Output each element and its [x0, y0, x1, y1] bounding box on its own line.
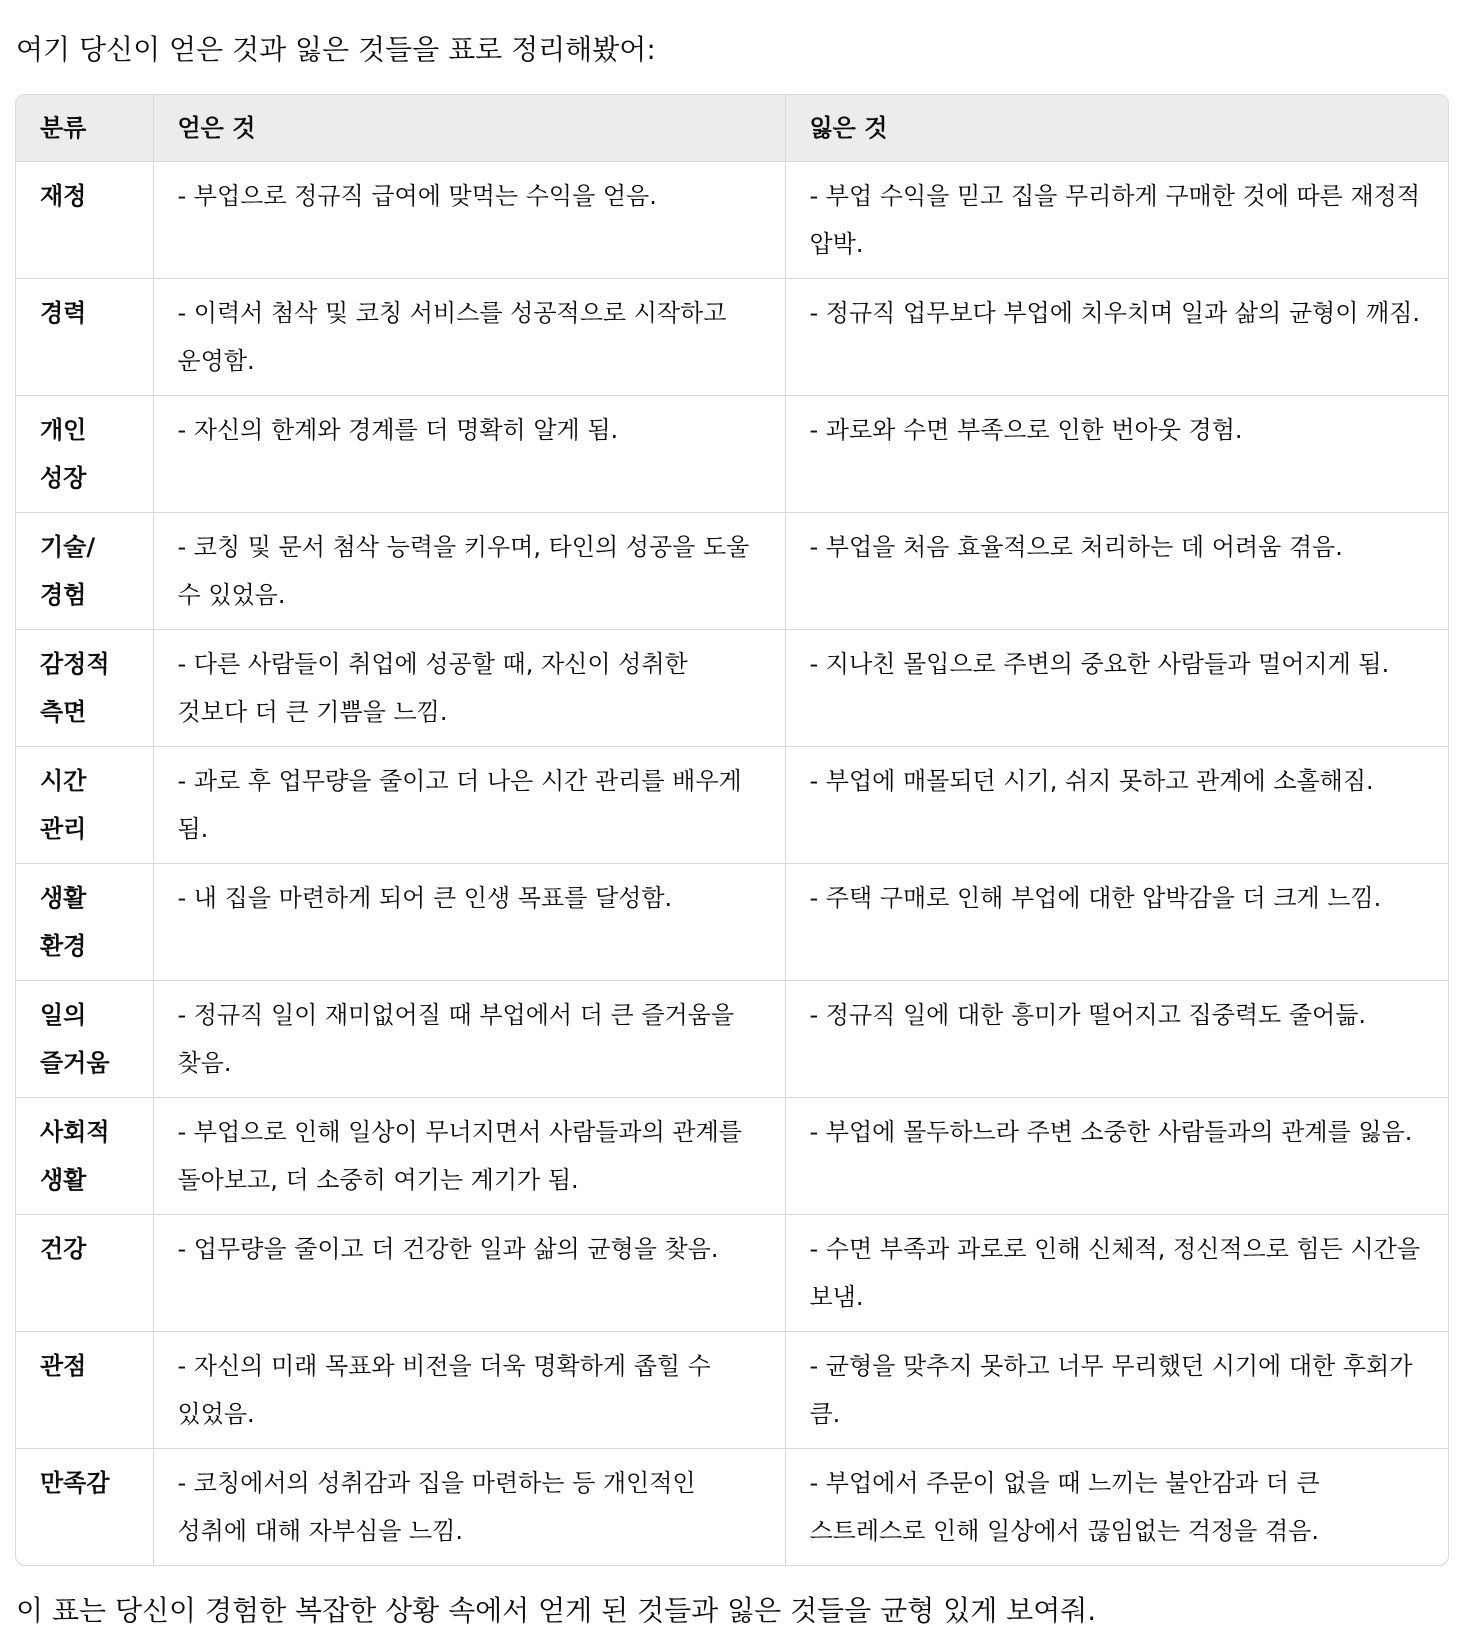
- header-row: [16, 95, 1448, 162]
- table-row: [16, 981, 1448, 1098]
- outro-text: 이 표는 당신이 경험한 복잡한 상황 속에서 얻게 된 것들과 잃은 것들을 균형 있게 보여줘.: [16, 1594, 1097, 1627]
- table-row: [16, 630, 1448, 747]
- category-cell: 재정: [16, 162, 153, 279]
- gained-cell: - 자신의 미래 목표와 비전을 더욱 명확하게 좁힐 수 있었음.: [153, 1332, 785, 1449]
- table-row: [16, 864, 1448, 981]
- lost-cell: - 부업을 처음 효율적으로 처리하는 데 어려움 겪음.: [785, 513, 1448, 630]
- category-cell: 건강: [16, 1215, 153, 1332]
- lost-cell: - 정규직 업무보다 부업에 치우치며 일과 삶의 균형이 깨짐.: [785, 279, 1448, 396]
- comparison-table-container: [15, 94, 1449, 1566]
- category-cell: 만족감: [16, 1449, 153, 1566]
- header-lost: 잃은 것: [785, 95, 1448, 162]
- gained-cell: - 과로 후 업무량을 줄이고 더 나은 시간 관리를 배우게 됨.: [153, 747, 785, 864]
- header-category: 분류: [16, 95, 153, 162]
- lost-cell: - 수면 부족과 과로로 인해 신체적, 정신적으로 힘든 시간을 보냄.: [785, 1215, 1448, 1332]
- gained-cell: - 내 집을 마련하게 되어 큰 인생 목표를 달성함.: [153, 864, 785, 981]
- gained-cell: - 부업으로 정규직 급여에 맞먹는 수익을 얻음.: [153, 162, 785, 279]
- table-row: [16, 1098, 1448, 1215]
- category-cell: 기술/경험: [16, 513, 153, 630]
- table-header: [16, 95, 1448, 162]
- table-row: [16, 1449, 1448, 1566]
- category-cell: 감정적 측면: [16, 630, 153, 747]
- header-gained: 얻은 것: [153, 95, 785, 162]
- table-row: [16, 513, 1448, 630]
- gained-cell: - 이력서 첨삭 및 코칭 서비스를 성공적으로 시작하고 운영함.: [153, 279, 785, 396]
- lost-cell: - 과로와 수면 부족으로 인한 번아웃 경험.: [785, 396, 1448, 513]
- lost-cell: - 주택 구매로 인해 부업에 대한 압박감을 더 크게 느낌.: [785, 864, 1448, 981]
- category-cell: 개인 성장: [16, 396, 153, 513]
- table-row: [16, 1215, 1448, 1332]
- lost-cell: - 지나친 몰입으로 주변의 중요한 사람들과 멀어지게 됨.: [785, 630, 1448, 747]
- comparison-table: [16, 95, 1448, 1565]
- lost-cell: - 부업 수익을 믿고 집을 무리하게 구매한 것에 따른 재정적 압박.: [785, 162, 1448, 279]
- table-body: [16, 162, 1448, 1566]
- table-row: [16, 279, 1448, 396]
- gained-cell: - 자신의 한계와 경계를 더 명확히 알게 됨.: [153, 396, 785, 513]
- table-row: [16, 747, 1448, 864]
- lost-cell: - 부업에 몰두하느라 주변 소중한 사람들과의 관계를 잃음.: [785, 1098, 1448, 1215]
- category-cell: 경력: [16, 279, 153, 396]
- table-row: [16, 162, 1448, 279]
- gained-cell: - 코칭 및 문서 첨삭 능력을 키우며, 타인의 성공을 도울 수 있었음.: [153, 513, 785, 630]
- lost-cell: - 정규직 일에 대한 흥미가 떨어지고 집중력도 줄어듦.: [785, 981, 1448, 1098]
- gained-cell: - 부업으로 인해 일상이 무너지면서 사람들과의 관계를 돌아보고, 더 소중히 여기는 계기가 됨.: [153, 1098, 785, 1215]
- lost-cell: - 부업에서 주문이 없을 때 느끼는 불안감과 더 큰 스트레스로 인해 일상에서 끊임없는 걱정을 겪음.: [809, 1469, 1320, 1545]
- gained-cell: - 다른 사람들이 취업에 성공할 때, 자신이 성취한 것보다 더 큰 기쁨을 느낌.: [153, 630, 785, 747]
- category-cell: 관점: [16, 1332, 153, 1449]
- gained-cell: - 코칭에서의 성취감과 집을 마련하는 등 개인적인 성취에 대해 자부심을 느낌.: [153, 1449, 785, 1566]
- gained-cell: - 정규직 일이 재미없어질 때 부업에서 더 큰 즐거움을 찾음.: [153, 981, 785, 1098]
- category-cell: 시간 관리: [16, 747, 153, 864]
- lost-cell: - 부업에 매몰되던 시기, 쉬지 못하고 관계에 소홀해짐.: [785, 747, 1448, 864]
- lost-cell: - 균형을 맞추지 못하고 너무 무리했던 시기에 대한 후회가 큼.: [785, 1332, 1448, 1449]
- table-row: [16, 1332, 1448, 1449]
- table-row: [16, 396, 1448, 513]
- intro-text: 여기 당신이 얻은 것과 잃은 것들을 표로 정리해봤어:: [16, 33, 656, 66]
- category-cell: 생활 환경: [16, 864, 153, 981]
- category-cell: 일의 즐거움: [16, 981, 153, 1098]
- category-cell: 사회적 생활: [16, 1098, 153, 1215]
- gained-cell: - 업무량을 줄이고 더 건강한 일과 삶의 균형을 찾음.: [153, 1215, 785, 1332]
